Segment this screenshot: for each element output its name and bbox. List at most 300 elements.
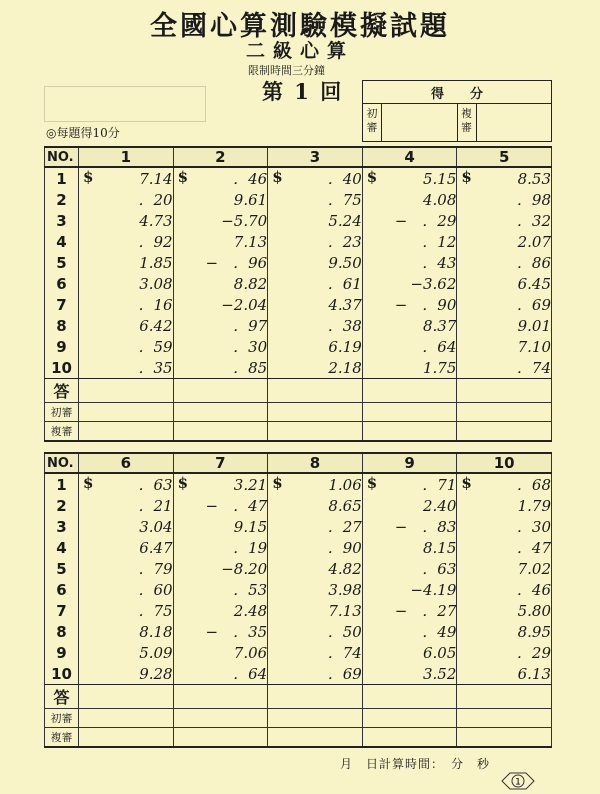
- number-cell: [173, 516, 268, 537]
- number-value: − ．90: [394, 296, 457, 314]
- second-review-row-label: 複審: [45, 728, 79, 748]
- number-row: [45, 315, 552, 336]
- number-cell: [268, 558, 363, 579]
- number-cell: [173, 579, 268, 600]
- number-cell: [173, 495, 268, 516]
- first-review-cell[interactable]: [362, 403, 457, 422]
- number-cell: [457, 621, 552, 642]
- number-value: ．90: [327, 539, 362, 557]
- row-number: 6: [45, 273, 79, 294]
- number-cell: [457, 273, 552, 294]
- number-cell: [173, 537, 268, 558]
- row-number: 7: [45, 294, 79, 315]
- row-number: 10: [45, 663, 79, 685]
- answer-label: 答: [45, 379, 79, 403]
- number-value: ．69: [516, 296, 551, 314]
- number-value: ．50: [327, 623, 362, 641]
- number-cell: [268, 167, 363, 189]
- number-value: ．75: [327, 191, 362, 209]
- number-value: ．60: [138, 581, 173, 599]
- number-value: 8.95: [517, 622, 551, 641]
- number-value: ．64: [422, 338, 457, 356]
- number-value: ．68: [516, 476, 551, 494]
- dollar-sign: $: [272, 168, 283, 186]
- number-cell: [173, 600, 268, 621]
- answer-cell[interactable]: [457, 685, 552, 709]
- answer-cell[interactable]: [173, 685, 268, 709]
- problem-number: 1: [79, 147, 174, 167]
- number-cell: [362, 537, 457, 558]
- number-cell: [173, 357, 268, 379]
- number-cell: [79, 231, 174, 252]
- first-review-cell[interactable]: [457, 403, 552, 422]
- number-cell: [79, 495, 174, 516]
- number-cell: [79, 294, 174, 315]
- second-review-cell[interactable]: [268, 422, 363, 442]
- time-limit: 限制時間三分鐘: [248, 64, 325, 77]
- number-value: ．35: [138, 359, 173, 377]
- number-row: [45, 516, 552, 537]
- number-value: −8.20: [221, 559, 268, 578]
- number-value: − ．96: [205, 254, 268, 272]
- number-value: ．27: [327, 518, 362, 536]
- number-cell: [457, 495, 552, 516]
- answer-row: [45, 379, 552, 403]
- number-value: ．19: [233, 539, 268, 557]
- number-cell: [457, 537, 552, 558]
- number-row: [45, 357, 552, 379]
- number-cell: [79, 663, 174, 685]
- problem-number: 3: [268, 147, 363, 167]
- second-review-cell[interactable]: [173, 422, 268, 442]
- second-review-cell[interactable]: [362, 422, 457, 442]
- row-number: 10: [45, 357, 79, 379]
- number-value: 4.82: [328, 559, 362, 578]
- calculation-time-footer: 月 日計算時間： 分 秒: [340, 757, 491, 771]
- number-row: [45, 231, 552, 252]
- number-cell: [362, 558, 457, 579]
- number-cell: [173, 210, 268, 231]
- first-review-row-label: 初審: [45, 709, 79, 728]
- number-cell: [457, 473, 552, 495]
- number-cell: [79, 642, 174, 663]
- number-value: ．53: [233, 581, 268, 599]
- problem-number: 6: [79, 453, 174, 473]
- second-review-cell[interactable]: [457, 728, 552, 748]
- number-value: −5.70: [221, 211, 268, 230]
- number-value: ．43: [422, 254, 457, 272]
- number-value: − ．83: [394, 518, 457, 536]
- number-value: 7.13: [233, 232, 268, 251]
- problem-header-row: [45, 453, 552, 473]
- exam-title: 全國心算測驗模擬試題: [150, 11, 450, 42]
- number-cell: [79, 357, 174, 379]
- number-cell: [362, 231, 457, 252]
- number-row: [45, 663, 552, 685]
- dollar-sign: $: [83, 474, 94, 492]
- number-row: [45, 273, 552, 294]
- answer-row: [45, 685, 552, 709]
- number-value: 7.06: [233, 643, 268, 662]
- number-cell: [457, 600, 552, 621]
- number-cell: [362, 473, 457, 495]
- row-number: 4: [45, 537, 79, 558]
- number-value: − ．35: [205, 623, 268, 641]
- exam-level: 二級心算: [245, 40, 354, 62]
- number-value: ．79: [138, 560, 173, 578]
- no-header: NO.: [45, 147, 79, 167]
- number-cell: [362, 357, 457, 379]
- number-value: 2.18: [328, 358, 362, 377]
- number-value: − ．47: [205, 497, 268, 515]
- no-header: NO.: [45, 453, 79, 473]
- row-number: 5: [45, 252, 79, 273]
- number-value: 5.09: [139, 643, 173, 662]
- number-value: 6.47: [139, 538, 173, 557]
- number-value: ．85: [233, 359, 268, 377]
- number-cell: [173, 558, 268, 579]
- number-value: ．64: [233, 665, 268, 683]
- number-value: 9.01: [517, 316, 551, 335]
- problem-number: 10: [457, 453, 552, 473]
- number-value: ．75: [138, 602, 173, 620]
- number-value: ．98: [516, 191, 551, 209]
- number-cell: [457, 315, 552, 336]
- number-value: 1.85: [139, 253, 173, 272]
- number-cell: [79, 473, 174, 495]
- round-number: 第 1 回: [262, 79, 344, 104]
- first-review-cell[interactable]: [457, 709, 552, 728]
- number-value: 4.37: [328, 295, 362, 314]
- number-cell: [173, 167, 268, 189]
- number-value: 5.80: [517, 601, 551, 620]
- number-cell: [268, 579, 363, 600]
- number-cell: [173, 473, 268, 495]
- first-review-cell[interactable]: [173, 709, 268, 728]
- number-value: 3.52: [422, 664, 457, 683]
- second-review-label: 複審: [458, 104, 477, 142]
- number-value: ．92: [138, 233, 173, 251]
- number-cell: [362, 252, 457, 273]
- number-value: ．20: [138, 191, 173, 209]
- number-cell: [173, 231, 268, 252]
- dollar-sign: $: [366, 474, 378, 492]
- answer-cell[interactable]: [79, 685, 174, 709]
- answer-cell[interactable]: [362, 379, 457, 403]
- number-value: 2.40: [422, 496, 457, 515]
- number-cell: [268, 210, 363, 231]
- second-review-cell[interactable]: [173, 728, 268, 748]
- second-review-cell[interactable]: [79, 422, 174, 442]
- problems-1-5-table: [44, 146, 552, 442]
- row-number: 2: [45, 189, 79, 210]
- number-value: ．59: [138, 338, 173, 356]
- second-review-cell[interactable]: [268, 728, 363, 748]
- number-value: 9.15: [233, 517, 268, 536]
- number-row: [45, 600, 552, 621]
- problems-6-10-table: [44, 452, 552, 748]
- number-value: ．74: [516, 359, 551, 377]
- number-value: ．49: [422, 623, 457, 641]
- number-cell: [79, 600, 174, 621]
- number-cell: [268, 336, 363, 357]
- number-value: 8.65: [328, 496, 362, 515]
- number-row: [45, 621, 552, 642]
- number-value: 9.50: [328, 253, 362, 272]
- number-row: [45, 210, 552, 231]
- number-cell: [268, 537, 363, 558]
- number-cell: [362, 621, 457, 642]
- number-value: 8.15: [422, 538, 457, 557]
- dollar-sign: $: [177, 474, 189, 492]
- number-cell: [362, 495, 457, 516]
- row-number: 1: [45, 473, 79, 495]
- number-cell: [268, 600, 363, 621]
- number-row: [45, 294, 552, 315]
- number-cell: [268, 294, 363, 315]
- number-value: 8.82: [233, 274, 268, 293]
- problem-number: 2: [173, 147, 268, 167]
- number-value: − ．27: [394, 602, 457, 620]
- answer-label: 答: [45, 685, 79, 709]
- number-cell: [268, 189, 363, 210]
- number-cell: [457, 231, 552, 252]
- number-row: [45, 473, 552, 495]
- number-cell: [173, 642, 268, 663]
- number-value: 6.19: [328, 337, 362, 356]
- number-cell: [457, 579, 552, 600]
- first-review-cell[interactable]: [268, 403, 363, 422]
- number-cell: [268, 231, 363, 252]
- row-number: 7: [45, 600, 79, 621]
- second-review-cell[interactable]: [79, 728, 174, 748]
- number-cell: [79, 558, 174, 579]
- number-value: ．32: [516, 212, 551, 230]
- number-value: ．40: [327, 170, 362, 188]
- row-number: 2: [45, 495, 79, 516]
- number-row: [45, 495, 552, 516]
- first-review-row: [45, 403, 552, 422]
- number-cell: [79, 336, 174, 357]
- number-cell: [362, 167, 457, 189]
- row-number: 3: [45, 210, 79, 231]
- number-cell: [173, 252, 268, 273]
- number-cell: [362, 294, 457, 315]
- first-review-cell[interactable]: [362, 709, 457, 728]
- number-value: 7.02: [517, 559, 551, 578]
- row-number: 9: [45, 642, 79, 663]
- number-value: ．63: [138, 476, 173, 494]
- problem-header-row: [45, 147, 552, 167]
- row-number: 8: [45, 621, 79, 642]
- number-value: ．63: [422, 560, 457, 578]
- number-cell: [79, 189, 174, 210]
- first-review-row-label: 初審: [45, 403, 79, 422]
- number-value: 6.42: [139, 316, 173, 335]
- number-value: 2.48: [233, 601, 268, 620]
- number-value: ．29: [516, 644, 551, 662]
- second-review-cell[interactable]: [457, 422, 552, 442]
- dollar-sign: $: [272, 474, 283, 492]
- number-value: ．97: [233, 317, 268, 335]
- number-value: 6.45: [517, 274, 551, 293]
- number-cell: [457, 357, 552, 379]
- first-review-cell[interactable]: [79, 709, 174, 728]
- number-value: 3.08: [139, 274, 173, 293]
- number-value: 8.18: [139, 622, 173, 641]
- number-cell: [457, 189, 552, 210]
- number-cell: [268, 495, 363, 516]
- number-value: ．47: [516, 539, 551, 557]
- number-value: 1.79: [517, 496, 551, 515]
- score-box: [362, 80, 552, 142]
- number-row: [45, 642, 552, 663]
- number-cell: [79, 273, 174, 294]
- score-per-question: ◎每題得10分: [46, 126, 120, 140]
- number-value: 3.21: [233, 475, 268, 494]
- first-review-row: [45, 709, 552, 728]
- number-cell: [79, 579, 174, 600]
- number-value: 8.37: [422, 316, 457, 335]
- number-cell: [79, 537, 174, 558]
- number-row: [45, 189, 552, 210]
- number-cell: [173, 663, 268, 685]
- problem-number: 9: [362, 453, 457, 473]
- number-cell: [362, 336, 457, 357]
- faint-background-box: [44, 86, 206, 122]
- number-cell: [268, 315, 363, 336]
- number-value: ．86: [516, 254, 551, 272]
- number-row: [45, 167, 552, 189]
- dollar-sign: $: [366, 168, 378, 186]
- number-cell: [79, 621, 174, 642]
- number-value: ．61: [327, 275, 362, 293]
- number-cell: [268, 473, 363, 495]
- number-cell: [362, 579, 457, 600]
- number-value: 7.14: [139, 169, 173, 188]
- number-value: ．21: [138, 497, 173, 515]
- number-value: 4.73: [139, 211, 173, 230]
- number-value: ．69: [327, 665, 362, 683]
- row-number: 4: [45, 231, 79, 252]
- number-value: ．71: [422, 476, 457, 494]
- number-cell: [268, 642, 363, 663]
- answer-cell[interactable]: [268, 685, 363, 709]
- number-cell: [362, 210, 457, 231]
- number-value: ．12: [422, 233, 457, 251]
- row-number: 3: [45, 516, 79, 537]
- number-cell: [362, 315, 457, 336]
- number-value: 3.98: [328, 580, 362, 599]
- row-number: 5: [45, 558, 79, 579]
- number-cell: [173, 273, 268, 294]
- problem-number: 5: [457, 147, 552, 167]
- number-row: [45, 579, 552, 600]
- number-value: 7.13: [328, 601, 362, 620]
- answer-cell[interactable]: [268, 379, 363, 403]
- number-cell: [173, 294, 268, 315]
- number-value: 9.61: [233, 190, 268, 209]
- number-value: ．38: [327, 317, 362, 335]
- number-cell: [268, 273, 363, 294]
- answer-cell[interactable]: [173, 379, 268, 403]
- number-cell: [457, 663, 552, 685]
- number-cell: [362, 516, 457, 537]
- row-number: 6: [45, 579, 79, 600]
- number-value: −3.62: [410, 274, 457, 293]
- page-number-badge: [498, 772, 538, 790]
- number-value: − ．29: [394, 212, 457, 230]
- score-box-header: 得 分: [363, 81, 551, 104]
- number-cell: [457, 167, 552, 189]
- answer-cell[interactable]: [457, 379, 552, 403]
- first-review-label: 初審: [363, 104, 382, 142]
- page-number: 1: [515, 777, 521, 788]
- first-review-cell[interactable]: [363, 104, 458, 142]
- number-row: [45, 558, 552, 579]
- number-cell: [173, 189, 268, 210]
- number-row: [45, 252, 552, 273]
- second-review-cell[interactable]: [458, 104, 552, 142]
- number-cell: [362, 663, 457, 685]
- number-cell: [268, 252, 363, 273]
- number-cell: [457, 558, 552, 579]
- second-review-cell[interactable]: [362, 728, 457, 748]
- number-value: 3.04: [139, 517, 173, 536]
- number-cell: [79, 252, 174, 273]
- row-number: 9: [45, 336, 79, 357]
- number-cell: [362, 273, 457, 294]
- number-value: ．16: [138, 296, 173, 314]
- dollar-sign: $: [461, 168, 472, 186]
- number-cell: [79, 210, 174, 231]
- number-cell: [173, 621, 268, 642]
- first-review-cell[interactable]: [268, 709, 363, 728]
- number-value: ．74: [327, 644, 362, 662]
- number-cell: [457, 252, 552, 273]
- problem-number: 7: [173, 453, 268, 473]
- number-value: 2.07: [517, 232, 551, 251]
- number-value: −2.04: [221, 295, 268, 314]
- number-cell: [173, 315, 268, 336]
- number-value: 6.13: [517, 664, 551, 683]
- number-value: −4.19: [410, 580, 457, 599]
- number-cell: [268, 663, 363, 685]
- row-number: 8: [45, 315, 79, 336]
- dollar-sign: $: [177, 168, 189, 186]
- number-value: ．46: [233, 170, 268, 188]
- answer-cell[interactable]: [362, 685, 457, 709]
- problem-number: 8: [268, 453, 363, 473]
- first-review-cell[interactable]: [79, 403, 174, 422]
- number-cell: [362, 600, 457, 621]
- dollar-sign: $: [83, 168, 94, 186]
- number-value: 1.06: [328, 475, 362, 494]
- number-cell: [173, 336, 268, 357]
- second-review-row: [45, 728, 552, 748]
- answer-cell[interactable]: [79, 379, 174, 403]
- number-value: 5.24: [328, 211, 362, 230]
- number-value: 8.53: [517, 169, 551, 188]
- first-review-cell[interactable]: [173, 403, 268, 422]
- number-value: 1.75: [422, 358, 457, 377]
- number-cell: [457, 642, 552, 663]
- number-value: 6.05: [422, 643, 457, 662]
- number-cell: [268, 357, 363, 379]
- number-cell: [79, 315, 174, 336]
- number-cell: [362, 189, 457, 210]
- number-cell: [362, 642, 457, 663]
